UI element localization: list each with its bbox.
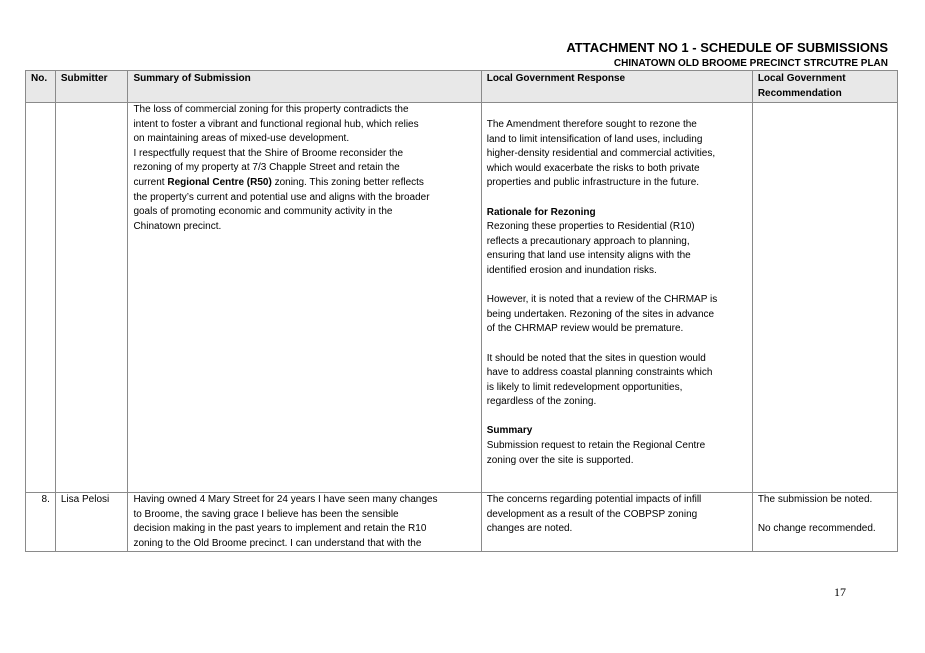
cell-no (26, 103, 56, 493)
cell-recommendation (752, 103, 897, 493)
column-header-no: No. (26, 71, 56, 103)
response-line: higher-density residential and commercial activities, (486, 148, 716, 160)
response-line: The Amendment therefore sought to rezone the (486, 119, 697, 130)
summary-line: decision making in the past years to implement and retain the R10 (133, 523, 427, 535)
response-heading: Summary (486, 425, 533, 437)
summary-line: on maintaining areas of mixed-use development. (133, 133, 350, 145)
summary-line: Chinatown precinct. (133, 220, 222, 232)
cell-response (481, 103, 752, 493)
cell-submitter (55, 103, 128, 493)
paragraph-gap (487, 410, 747, 425)
summary-line: rezoning of my property at 7/3 Chapple Street and retain the (133, 162, 400, 174)
response-line: Submission request to retain the Regional Centre (486, 440, 706, 452)
table-row (26, 103, 898, 493)
column-header-summary: Summary of Submission (128, 71, 481, 103)
paragraph-gap (758, 508, 892, 523)
cell-summary (128, 493, 481, 552)
cell-response (481, 493, 752, 552)
summary-line: I respectfully request that the Shire of Broome reconsider the (133, 147, 404, 159)
recommendation-line: The submission be noted. (757, 494, 873, 505)
response-line: The concerns regarding potential impacts of infill (486, 494, 702, 505)
summary-line: to Broome, the saving grace I believe has been the sensible (133, 508, 399, 520)
paragraph-gap (487, 191, 747, 206)
table-row (26, 493, 898, 552)
summary-line (133, 176, 475, 191)
response-line: However, it is noted that a review of the CHRMAP is (486, 294, 718, 306)
paragraph-gap (487, 337, 747, 352)
response-line: which would exacerbate the risks to both private (486, 162, 700, 174)
response-line: of the CHRMAP review would be premature. (486, 323, 684, 335)
submissions-table (25, 70, 898, 552)
paragraph-gap (487, 279, 747, 294)
response-line: ensuring that land use intensity aligns with the (486, 250, 691, 262)
cell-recommendation (752, 493, 897, 552)
document-title: ATTACHMENT NO 1 - SCHEDULE OF SUBMISSIONS (566, 40, 888, 55)
response-line: zoning over the site is supported. (486, 454, 634, 466)
cell-submitter: Lisa Pelosi (55, 493, 128, 552)
summary-line: goals of promoting economic and community activity in the (133, 206, 393, 218)
cell-summary (128, 103, 481, 493)
summary-line: The loss of commercial zoning for this property contradicts the (133, 104, 409, 115)
response-line: development as a result of the COBPSP zoning (486, 508, 698, 520)
response-line: Rezoning these properties to Residential (R10) (486, 221, 695, 233)
cell-no: 8. (26, 493, 56, 552)
summary-line: zoning to the Old Broome precinct. I can understand that with the (133, 537, 422, 549)
summary-text: current (133, 176, 168, 188)
response-line: have to address coastal planning constraints which (486, 367, 713, 379)
response-line: regardless of the zoning. (486, 396, 597, 408)
response-line: is likely to limit redevelopment opportunities, (486, 381, 683, 393)
zoning-emphasis: Regional Centre (R50) (167, 176, 272, 188)
response-line: land to limit intensification of land uses, including (486, 133, 703, 145)
column-header-recommendation: Local Government Recommendation (752, 71, 897, 103)
response-line: It should be noted that the sites in question would (486, 352, 706, 364)
summary-text: zoning. This zoning better reflects (271, 176, 424, 188)
response-line: properties and public infrastructure in the future. (486, 177, 700, 189)
response-line: changes are noted. (486, 523, 573, 535)
column-header-submitter: Submitter (55, 71, 128, 103)
table-header-row (26, 71, 898, 103)
recommendation-line: No change recommended. (757, 523, 876, 535)
page-number: 17 (834, 585, 846, 599)
response-line: reflects a precautionary approach to planning, (486, 235, 690, 247)
response-heading: Rationale for Rezoning (486, 206, 596, 218)
summary-line: intent to foster a vibrant and functional regional hub, which relies (133, 118, 419, 130)
response-line: being undertaken. Rezoning of the sites in advance (486, 308, 715, 320)
column-header-response: Local Government Response (481, 71, 752, 103)
summary-line: Having owned 4 Mary Street for 24 years I have seen many changes (133, 494, 438, 505)
response-line: identified erosion and inundation risks. (486, 264, 657, 276)
document-subtitle: CHINATOWN OLD BROOME PRECINCT STRCUTRE PLAN (613, 58, 888, 69)
summary-line: the property’s current and potential use and aligns with the broader (133, 191, 430, 203)
